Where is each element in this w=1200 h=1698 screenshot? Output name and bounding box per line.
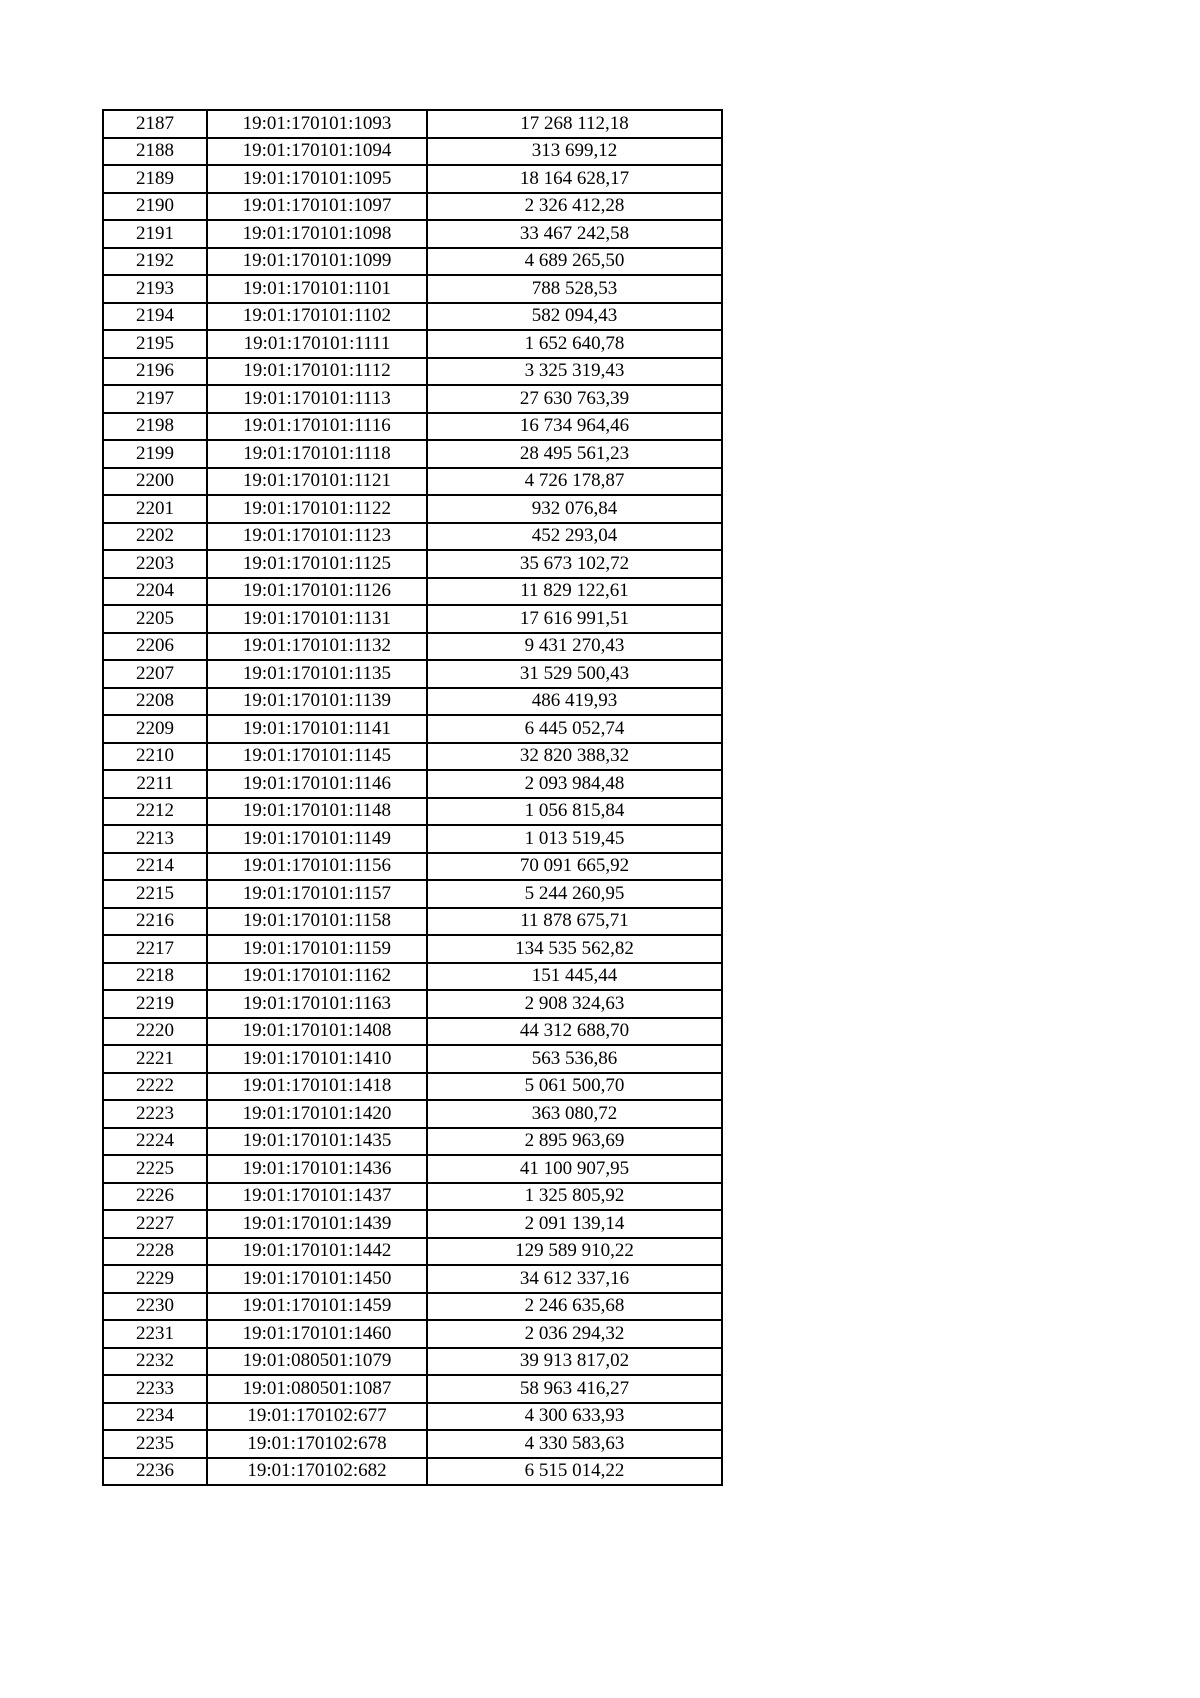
cadastral-value-cell: 44 312 688,70 — [427, 1018, 722, 1046]
row-number-cell: 2208 — [103, 688, 207, 716]
table-row — [103, 853, 722, 881]
cadastral-value-cell: 31 529 500,43 — [427, 660, 722, 688]
row-number-cell: 2216 — [103, 908, 207, 936]
table-row — [103, 1100, 722, 1128]
table-row — [103, 605, 722, 633]
cadastral-number-cell: 19:01:170101:1118 — [207, 440, 427, 468]
cadastral-value-cell: 2 246 635,68 — [427, 1293, 722, 1321]
table-row — [103, 440, 722, 468]
cadastral-number-cell: 19:01:170101:1163 — [207, 990, 427, 1018]
cadastral-number-cell: 19:01:170101:1141 — [207, 715, 427, 743]
table-row — [103, 165, 722, 193]
row-number-cell: 2198 — [103, 413, 207, 441]
row-number-cell: 2192 — [103, 248, 207, 276]
row-number-cell: 2197 — [103, 385, 207, 413]
table-row — [103, 413, 722, 441]
cadastral-number-cell: 19:01:170101:1098 — [207, 220, 427, 248]
cadastral-value-cell: 563 536,86 — [427, 1045, 722, 1073]
cadastral-value-cell: 58 963 416,27 — [427, 1375, 722, 1403]
cadastral-value-cell: 2 895 963,69 — [427, 1128, 722, 1156]
cadastral-value-cell: 9 431 270,43 — [427, 633, 722, 661]
row-number-cell: 2190 — [103, 193, 207, 221]
cadastral-value-cell: 1 056 815,84 — [427, 798, 722, 826]
cadastral-value-cell: 5 061 500,70 — [427, 1073, 722, 1101]
cadastral-number-cell: 19:01:170101:1102 — [207, 303, 427, 331]
cadastral-value-cell: 3 325 319,43 — [427, 358, 722, 386]
row-number-cell: 2231 — [103, 1320, 207, 1348]
table-row — [103, 1045, 722, 1073]
row-number-cell: 2224 — [103, 1128, 207, 1156]
cadastral-number-cell: 19:01:170101:1095 — [207, 165, 427, 193]
table-row — [103, 963, 722, 991]
cadastral-number-cell: 19:01:170101:1156 — [207, 853, 427, 881]
cadastral-value-cell: 16 734 964,46 — [427, 413, 722, 441]
cadastral-value-cell: 2 036 294,32 — [427, 1320, 722, 1348]
cadastral-number-cell: 19:01:170101:1410 — [207, 1045, 427, 1073]
row-number-cell: 2200 — [103, 468, 207, 496]
cadastral-value-cell: 4 689 265,50 — [427, 248, 722, 276]
row-number-cell: 2196 — [103, 358, 207, 386]
cadastral-number-cell: 19:01:170101:1146 — [207, 770, 427, 798]
cadastral-value-cell: 151 445,44 — [427, 963, 722, 991]
row-number-cell: 2187 — [103, 110, 207, 138]
cadastral-value-cell: 33 467 242,58 — [427, 220, 722, 248]
cadastral-value-cell: 1 652 640,78 — [427, 330, 722, 358]
cadastral-value-cell: 32 820 388,32 — [427, 743, 722, 771]
row-number-cell: 2205 — [103, 605, 207, 633]
table-row — [103, 715, 722, 743]
table-row — [103, 660, 722, 688]
row-number-cell: 2225 — [103, 1155, 207, 1183]
cadastral-number-cell: 19:01:080501:1087 — [207, 1375, 427, 1403]
cadastral-value-cell: 41 100 907,95 — [427, 1155, 722, 1183]
row-number-cell: 2193 — [103, 275, 207, 303]
cadastral-value-cell: 39 913 817,02 — [427, 1348, 722, 1376]
row-number-cell: 2213 — [103, 825, 207, 853]
cadastral-number-cell: 19:01:170101:1435 — [207, 1128, 427, 1156]
table-row — [103, 1430, 722, 1458]
table-row — [103, 468, 722, 496]
cadastral-number-cell: 19:01:170101:1162 — [207, 963, 427, 991]
table-row — [103, 935, 722, 963]
cadastral-number-cell: 19:01:170101:1125 — [207, 550, 427, 578]
cadastral-value-cell: 17 616 991,51 — [427, 605, 722, 633]
table-row — [103, 1348, 722, 1376]
row-number-cell: 2217 — [103, 935, 207, 963]
cadastral-value-cell: 35 673 102,72 — [427, 550, 722, 578]
cadastral-value-cell: 2 326 412,28 — [427, 193, 722, 221]
row-number-cell: 2222 — [103, 1073, 207, 1101]
table-row — [103, 743, 722, 771]
row-number-cell: 2203 — [103, 550, 207, 578]
cadastral-number-cell: 19:01:170101:1122 — [207, 495, 427, 523]
cadastral-value-cell: 4 330 583,63 — [427, 1430, 722, 1458]
cadastral-value-cell: 932 076,84 — [427, 495, 722, 523]
table-row — [103, 908, 722, 936]
table-row — [103, 1073, 722, 1101]
table-row — [103, 1265, 722, 1293]
row-number-cell: 2228 — [103, 1238, 207, 1266]
cadastral-number-cell: 19:01:170101:1116 — [207, 413, 427, 441]
cadastral-number-cell: 19:01:170101:1436 — [207, 1155, 427, 1183]
table-row — [103, 523, 722, 551]
cadastral-value-cell: 788 528,53 — [427, 275, 722, 303]
row-number-cell: 2189 — [103, 165, 207, 193]
cadastral-number-cell: 19:01:170101:1459 — [207, 1293, 427, 1321]
row-number-cell: 2221 — [103, 1045, 207, 1073]
row-number-cell: 2214 — [103, 853, 207, 881]
row-number-cell: 2191 — [103, 220, 207, 248]
cadastral-number-cell: 19:01:170101:1442 — [207, 1238, 427, 1266]
cadastral-value-cell: 4 300 633,93 — [427, 1403, 722, 1431]
row-number-cell: 2227 — [103, 1210, 207, 1238]
cadastral-number-cell: 19:01:170101:1126 — [207, 578, 427, 606]
cadastral-value-table — [102, 109, 723, 1486]
cadastral-value-cell: 452 293,04 — [427, 523, 722, 551]
table-row — [103, 798, 722, 826]
cadastral-number-cell: 19:01:170102:682 — [207, 1458, 427, 1486]
row-number-cell: 2209 — [103, 715, 207, 743]
cadastral-value-cell: 70 091 665,92 — [427, 853, 722, 881]
row-number-cell: 2204 — [103, 578, 207, 606]
row-number-cell: 2201 — [103, 495, 207, 523]
table-row — [103, 1375, 722, 1403]
cadastral-number-cell: 19:01:170101:1139 — [207, 688, 427, 716]
row-number-cell: 2211 — [103, 770, 207, 798]
table-row — [103, 1458, 722, 1486]
table-row — [103, 330, 722, 358]
row-number-cell: 2195 — [103, 330, 207, 358]
table-row — [103, 220, 722, 248]
cadastral-value-cell: 1 325 805,92 — [427, 1183, 722, 1211]
table-body — [103, 110, 722, 1485]
row-number-cell: 2223 — [103, 1100, 207, 1128]
cadastral-value-cell: 34 612 337,16 — [427, 1265, 722, 1293]
cadastral-value-cell: 363 080,72 — [427, 1100, 722, 1128]
cadastral-number-cell: 19:01:170101:1123 — [207, 523, 427, 551]
table-row — [103, 275, 722, 303]
row-number-cell: 2210 — [103, 743, 207, 771]
row-number-cell: 2202 — [103, 523, 207, 551]
row-number-cell: 2212 — [103, 798, 207, 826]
cadastral-number-cell: 19:01:170101:1418 — [207, 1073, 427, 1101]
table-row — [103, 358, 722, 386]
cadastral-number-cell: 19:01:170101:1112 — [207, 358, 427, 386]
cadastral-number-cell: 19:01:170101:1145 — [207, 743, 427, 771]
cadastral-value-cell: 129 589 910,22 — [427, 1238, 722, 1266]
table-row — [103, 1238, 722, 1266]
table-row — [103, 1183, 722, 1211]
cadastral-value-cell: 4 726 178,87 — [427, 468, 722, 496]
table-row — [103, 1403, 722, 1431]
cadastral-number-cell: 19:01:170102:677 — [207, 1403, 427, 1431]
table-row — [103, 770, 722, 798]
row-number-cell: 2233 — [103, 1375, 207, 1403]
cadastral-value-cell: 2 908 324,63 — [427, 990, 722, 1018]
table-row — [103, 1018, 722, 1046]
row-number-cell: 2230 — [103, 1293, 207, 1321]
table-row — [103, 193, 722, 221]
row-number-cell: 2206 — [103, 633, 207, 661]
cadastral-number-cell: 19:01:170101:1437 — [207, 1183, 427, 1211]
cadastral-number-cell: 19:01:170101:1460 — [207, 1320, 427, 1348]
row-number-cell: 2218 — [103, 963, 207, 991]
cadastral-number-cell: 19:01:170101:1157 — [207, 880, 427, 908]
cadastral-value-cell: 134 535 562,82 — [427, 935, 722, 963]
table-row — [103, 578, 722, 606]
cadastral-number-cell: 19:01:170101:1135 — [207, 660, 427, 688]
cadastral-number-cell: 19:01:170101:1420 — [207, 1100, 427, 1128]
cadastral-value-cell: 1 013 519,45 — [427, 825, 722, 853]
table-row — [103, 385, 722, 413]
row-number-cell: 2215 — [103, 880, 207, 908]
cadastral-value-cell: 6 515 014,22 — [427, 1458, 722, 1486]
row-number-cell: 2199 — [103, 440, 207, 468]
cadastral-number-cell: 19:01:170101:1149 — [207, 825, 427, 853]
row-number-cell: 2194 — [103, 303, 207, 331]
cadastral-number-cell: 19:01:170102:678 — [207, 1430, 427, 1458]
cadastral-number-cell: 19:01:170101:1132 — [207, 633, 427, 661]
row-number-cell: 2207 — [103, 660, 207, 688]
cadastral-value-cell: 6 445 052,74 — [427, 715, 722, 743]
cadastral-value-cell: 18 164 628,17 — [427, 165, 722, 193]
table-row — [103, 633, 722, 661]
cadastral-value-cell: 2 093 984,48 — [427, 770, 722, 798]
row-number-cell: 2235 — [103, 1430, 207, 1458]
cadastral-number-cell: 19:01:170101:1097 — [207, 193, 427, 221]
table-row — [103, 825, 722, 853]
table-row — [103, 1293, 722, 1321]
cadastral-value-cell: 27 630 763,39 — [427, 385, 722, 413]
cadastral-number-cell: 19:01:170101:1121 — [207, 468, 427, 496]
table-row — [103, 110, 722, 138]
row-number-cell: 2220 — [103, 1018, 207, 1046]
cadastral-number-cell: 19:01:080501:1079 — [207, 1348, 427, 1376]
cadastral-value-cell: 17 268 112,18 — [427, 110, 722, 138]
row-number-cell: 2236 — [103, 1458, 207, 1486]
cadastral-number-cell: 19:01:170101:1408 — [207, 1018, 427, 1046]
table-row — [103, 138, 722, 166]
table-row — [103, 550, 722, 578]
cadastral-number-cell: 19:01:170101:1159 — [207, 935, 427, 963]
row-number-cell: 2226 — [103, 1183, 207, 1211]
cadastral-number-cell: 19:01:170101:1131 — [207, 605, 427, 633]
cadastral-value-cell: 11 829 122,61 — [427, 578, 722, 606]
cadastral-number-cell: 19:01:170101:1093 — [207, 110, 427, 138]
table-row — [103, 1210, 722, 1238]
cadastral-number-cell: 19:01:170101:1439 — [207, 1210, 427, 1238]
cadastral-value-cell: 486 419,93 — [427, 688, 722, 716]
table-row — [103, 1128, 722, 1156]
cadastral-value-cell: 2 091 139,14 — [427, 1210, 722, 1238]
table-row — [103, 688, 722, 716]
cadastral-value-cell: 582 094,43 — [427, 303, 722, 331]
table-row — [103, 990, 722, 1018]
row-number-cell: 2188 — [103, 138, 207, 166]
table-row — [103, 495, 722, 523]
cadastral-number-cell: 19:01:170101:1158 — [207, 908, 427, 936]
cadastral-number-cell: 19:01:170101:1113 — [207, 385, 427, 413]
cadastral-value-cell: 28 495 561,23 — [427, 440, 722, 468]
cadastral-number-cell: 19:01:170101:1099 — [207, 248, 427, 276]
cadastral-value-cell: 313 699,12 — [427, 138, 722, 166]
row-number-cell: 2229 — [103, 1265, 207, 1293]
row-number-cell: 2232 — [103, 1348, 207, 1376]
table-row — [103, 1320, 722, 1348]
cadastral-number-cell: 19:01:170101:1101 — [207, 275, 427, 303]
row-number-cell: 2219 — [103, 990, 207, 1018]
cadastral-number-cell: 19:01:170101:1094 — [207, 138, 427, 166]
cadastral-number-cell: 19:01:170101:1148 — [207, 798, 427, 826]
table-row — [103, 880, 722, 908]
table-row — [103, 248, 722, 276]
cadastral-value-cell: 5 244 260,95 — [427, 880, 722, 908]
cadastral-number-cell: 19:01:170101:1111 — [207, 330, 427, 358]
cadastral-value-cell: 11 878 675,71 — [427, 908, 722, 936]
table-row — [103, 1155, 722, 1183]
cadastral-number-cell: 19:01:170101:1450 — [207, 1265, 427, 1293]
table-row — [103, 303, 722, 331]
row-number-cell: 2234 — [103, 1403, 207, 1431]
